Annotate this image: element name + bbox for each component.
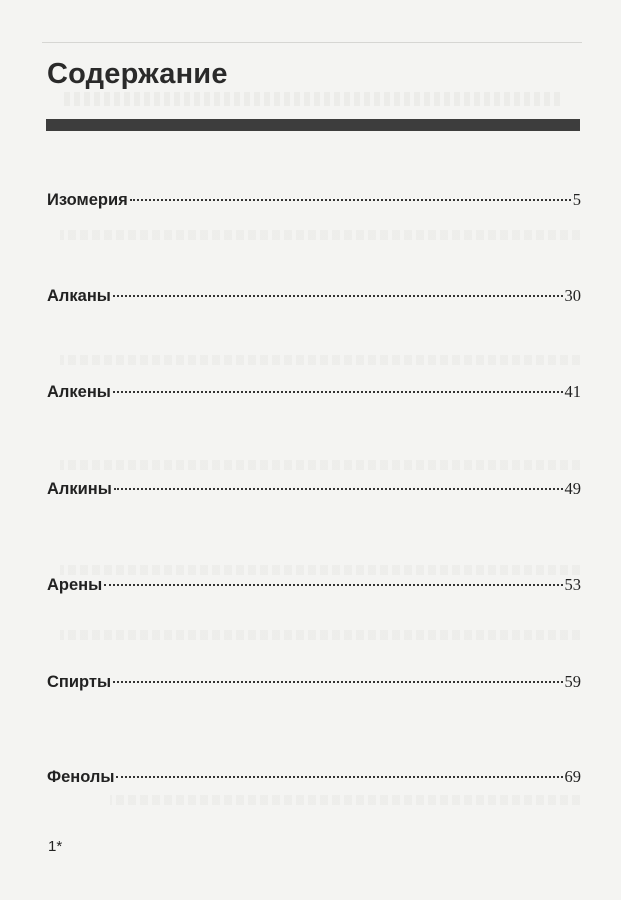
toc-entry-page: 5 xyxy=(572,190,581,209)
toc-entry-label: Алкены xyxy=(47,383,111,401)
bleed-through-line xyxy=(60,630,580,640)
dot-leader xyxy=(130,199,571,201)
signature-mark: 1* xyxy=(48,838,63,855)
toc-entry[interactable] xyxy=(47,286,581,306)
bleed-through-line xyxy=(110,795,580,805)
dot-leader xyxy=(116,776,562,778)
bleed-through-line xyxy=(60,565,580,575)
toc-entry-page: 49 xyxy=(564,479,581,498)
toc-entry-label: Алкины xyxy=(47,480,112,498)
toc-entry-label: Спирты xyxy=(47,673,112,691)
toc-entry-page: 53 xyxy=(564,575,581,594)
dot-leader xyxy=(104,584,562,586)
bleed-through-line xyxy=(60,92,560,106)
toc-entry-page: 69 xyxy=(564,767,581,786)
toc-entry-page: 30 xyxy=(564,286,581,305)
bleed-through-line xyxy=(60,355,580,365)
bleed-through-line xyxy=(60,230,580,240)
page-title: Содержание xyxy=(47,58,228,90)
toc-entry-page: 59 xyxy=(564,672,581,691)
toc-entry[interactable] xyxy=(47,767,581,787)
toc-entry[interactable] xyxy=(47,382,581,402)
title-rule xyxy=(46,119,580,131)
bleed-through-line xyxy=(60,460,580,470)
toc-entry-label: Изомерия xyxy=(47,191,128,209)
dot-leader xyxy=(113,391,563,393)
toc-entry-label: Алканы xyxy=(47,287,111,305)
dot-leader xyxy=(114,488,563,490)
dot-leader xyxy=(113,295,563,297)
toc-entry[interactable] xyxy=(47,575,581,595)
toc-entry[interactable] xyxy=(47,479,581,499)
dot-leader xyxy=(113,681,562,683)
toc-entry-label: Арены xyxy=(47,576,103,594)
toc-entry-label: Фенолы xyxy=(47,768,115,786)
bleed-through-header-rule xyxy=(42,20,582,43)
toc-entry[interactable] xyxy=(47,190,581,210)
toc-entry-page: 41 xyxy=(564,382,581,401)
toc-entry[interactable] xyxy=(47,672,581,692)
